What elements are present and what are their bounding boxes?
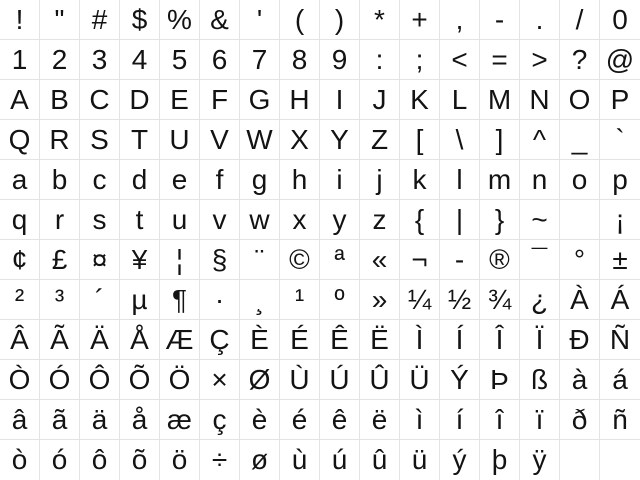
glyph-cell-empty xyxy=(560,440,600,480)
glyph-cell[interactable]: a xyxy=(0,160,40,200)
glyph-cell[interactable]: ( xyxy=(280,0,320,40)
glyph-cell[interactable]: Ý xyxy=(440,360,480,400)
glyph-cell[interactable]: 7 xyxy=(240,40,280,80)
glyph-cell[interactable]: n xyxy=(520,160,560,200)
glyph-cell[interactable]: Æ xyxy=(160,320,200,360)
glyph-cell[interactable]: d xyxy=(120,160,160,200)
glyph-cell[interactable]: Q xyxy=(0,120,40,160)
glyph-cell[interactable]: U xyxy=(160,120,200,160)
glyph-cell[interactable]: ð xyxy=(560,400,600,440)
glyph-cell[interactable]: ê xyxy=(320,400,360,440)
glyph-cell[interactable]: ½ xyxy=(440,280,480,320)
glyph-cell[interactable]: L xyxy=(440,80,480,120)
glyph-cell[interactable]: D xyxy=(120,80,160,120)
glyph-cell[interactable]: { xyxy=(400,200,440,240)
glyph-cell[interactable]: O xyxy=(560,80,600,120)
glyph-cell[interactable]: o xyxy=(560,160,600,200)
glyph-cell[interactable]: @ xyxy=(600,40,640,80)
glyph-cell[interactable]: ¬ xyxy=(400,240,440,280)
glyph-cell[interactable]: Y xyxy=(320,120,360,160)
glyph-cell[interactable]: Å xyxy=(120,320,160,360)
glyph-cell[interactable]: ¾ xyxy=(480,280,520,320)
glyph-cell[interactable]: ä xyxy=(80,400,120,440)
glyph-cell[interactable]: ú xyxy=(320,440,360,480)
glyph-cell[interactable]: É xyxy=(280,320,320,360)
glyph-cell[interactable]: Ñ xyxy=(600,320,640,360)
glyph-cell[interactable]: Ò xyxy=(0,360,40,400)
glyph-cell[interactable]: © xyxy=(280,240,320,280)
glyph-cell[interactable]: å xyxy=(120,400,160,440)
glyph-row xyxy=(0,120,640,160)
glyph-cell[interactable]: ¸ xyxy=(240,280,280,320)
glyph-cell[interactable]: ² xyxy=(0,280,40,320)
glyph-cell[interactable]: % xyxy=(160,0,200,40)
glyph-cell[interactable]: ` xyxy=(600,120,640,160)
glyph-cell[interactable]: E xyxy=(160,80,200,120)
glyph-cell[interactable]: Ê xyxy=(320,320,360,360)
glyph-row xyxy=(0,0,640,40)
glyph-cell[interactable]: ¨ xyxy=(240,240,280,280)
glyph-cell[interactable]: r xyxy=(40,200,80,240)
glyph-cell[interactable]: ë xyxy=(360,400,400,440)
glyph-cell[interactable]: P xyxy=(600,80,640,120)
glyph-cell[interactable]: ; xyxy=(400,40,440,80)
glyph-cell[interactable]: Ì xyxy=(400,320,440,360)
glyph-cell[interactable]: l xyxy=(440,160,480,200)
glyph-cell[interactable]: C xyxy=(80,80,120,120)
glyph-cell[interactable]: = xyxy=(480,40,520,80)
glyph-cell[interactable]: T xyxy=(120,120,160,160)
glyph-row xyxy=(0,440,640,480)
glyph-cell[interactable]: Ö xyxy=(160,360,200,400)
glyph-cell[interactable]: û xyxy=(360,440,400,480)
glyph-cell[interactable]: £ xyxy=(40,240,80,280)
glyph-cell[interactable]: B xyxy=(40,80,80,120)
glyph-cell[interactable]: c xyxy=(80,160,120,200)
glyph-cell[interactable]: ¹ xyxy=(280,280,320,320)
glyph-cell[interactable]: Ï xyxy=(520,320,560,360)
glyph-cell[interactable]: Ä xyxy=(80,320,120,360)
glyph-cell[interactable]: S xyxy=(80,120,120,160)
glyph-cell[interactable]: [ xyxy=(400,120,440,160)
glyph-cell[interactable]: p xyxy=(600,160,640,200)
glyph-cell[interactable]: } xyxy=(480,200,520,240)
glyph-cell[interactable]: Ë xyxy=(360,320,400,360)
glyph-cell[interactable]: ò xyxy=(0,440,40,480)
glyph-cell[interactable]: Î xyxy=(480,320,520,360)
glyph-cell[interactable]: ý xyxy=(440,440,480,480)
glyph-cell[interactable]: ¤ xyxy=(80,240,120,280)
glyph-cell[interactable]: · xyxy=(200,280,240,320)
glyph-cell[interactable]: I xyxy=(320,80,360,120)
glyph-cell[interactable]: » xyxy=(360,280,400,320)
glyph-cell[interactable]: F xyxy=(200,80,240,120)
glyph-row xyxy=(0,320,640,360)
glyph-cell[interactable]: / xyxy=(560,0,600,40)
glyph-cell[interactable]: i xyxy=(320,160,360,200)
glyph-cell[interactable]: Á xyxy=(600,280,640,320)
glyph-cell[interactable]: Ç xyxy=(200,320,240,360)
glyph-cell[interactable]: e xyxy=(160,160,200,200)
glyph-cell[interactable]: - xyxy=(480,0,520,40)
glyph-cell[interactable]: ¿ xyxy=(520,280,560,320)
glyph-cell[interactable]: + xyxy=(400,0,440,40)
glyph-cell[interactable]: ^ xyxy=(520,120,560,160)
glyph-cell[interactable]: 4 xyxy=(120,40,160,80)
glyph-cell[interactable]: é xyxy=(280,400,320,440)
glyph-cell[interactable]: h xyxy=(280,160,320,200)
glyph-cell[interactable]: H xyxy=(280,80,320,120)
glyph-cell[interactable]: 9 xyxy=(320,40,360,80)
glyph-row xyxy=(0,280,640,320)
glyph-cell[interactable]: µ xyxy=(120,280,160,320)
glyph-cell[interactable]: w xyxy=(240,200,280,240)
glyph-cell[interactable]: ! xyxy=(0,0,40,40)
glyph-cell[interactable]: Í xyxy=(440,320,480,360)
glyph-cell[interactable]: ) xyxy=(320,0,360,40)
glyph-cell[interactable]: W xyxy=(240,120,280,160)
glyph-cell[interactable]: ø xyxy=(240,440,280,480)
glyph-cell[interactable]: á xyxy=(600,360,640,400)
glyph-cell[interactable]: R xyxy=(40,120,80,160)
glyph-cell[interactable]: - xyxy=(440,240,480,280)
glyph-cell[interactable]: ³ xyxy=(40,280,80,320)
glyph-cell[interactable]: > xyxy=(520,40,560,80)
glyph-cell[interactable]: ï xyxy=(520,400,560,440)
glyph-cell[interactable]: f xyxy=(200,160,240,200)
glyph-cell[interactable]: ± xyxy=(600,240,640,280)
glyph-cell[interactable]: N xyxy=(520,80,560,120)
glyph-cell[interactable]: 1 xyxy=(0,40,40,80)
glyph-row xyxy=(0,40,640,80)
glyph-cell[interactable]: ] xyxy=(480,120,520,160)
glyph-cell[interactable]: b xyxy=(40,160,80,200)
glyph-cell[interactable]: X xyxy=(280,120,320,160)
glyph-cell[interactable]: u xyxy=(160,200,200,240)
glyph-cell[interactable]: ÿ xyxy=(520,440,560,480)
glyph-cell[interactable]: & xyxy=(200,0,240,40)
glyph-cell[interactable]: k xyxy=(400,160,440,200)
glyph-cell[interactable]: º xyxy=(320,280,360,320)
glyph-cell[interactable]: ç xyxy=(200,400,240,440)
glyph-cell[interactable]: Ù xyxy=(280,360,320,400)
glyph-cell[interactable]: ó xyxy=(40,440,80,480)
glyph-cell[interactable]: ô xyxy=(80,440,120,480)
glyph-cell[interactable]: x xyxy=(280,200,320,240)
glyph-cell[interactable]: s xyxy=(80,200,120,240)
glyph-cell[interactable]: Ü xyxy=(400,360,440,400)
glyph-cell[interactable]: « xyxy=(360,240,400,280)
glyph-cell[interactable]: t xyxy=(120,200,160,240)
glyph-cell[interactable]: Õ xyxy=(120,360,160,400)
glyph-cell[interactable]: § xyxy=(200,240,240,280)
glyph-cell[interactable]: q xyxy=(0,200,40,240)
glyph-cell[interactable]: , xyxy=(440,0,480,40)
glyph-cell[interactable]: 0 xyxy=(600,0,640,40)
glyph-cell[interactable]: z xyxy=(360,200,400,240)
glyph-cell[interactable]: K xyxy=(400,80,440,120)
glyph-row xyxy=(0,80,640,120)
glyph-row xyxy=(0,240,640,280)
glyph-cell[interactable]: . xyxy=(520,0,560,40)
glyph-cell[interactable]: Þ xyxy=(480,360,520,400)
glyph-cell[interactable]: 5 xyxy=(160,40,200,80)
glyph-cell[interactable]: ´ xyxy=(80,280,120,320)
glyph-cell[interactable]: Â xyxy=(0,320,40,360)
glyph-cell[interactable]: ª xyxy=(320,240,360,280)
glyph-cell[interactable]: M xyxy=(480,80,520,120)
glyph-cell[interactable]: â xyxy=(0,400,40,440)
glyph-cell[interactable]: \ xyxy=(440,120,480,160)
glyph-cell[interactable]: ÷ xyxy=(200,440,240,480)
glyph-cell[interactable]: ¥ xyxy=(120,240,160,280)
glyph-cell[interactable]: ¢ xyxy=(0,240,40,280)
glyph-cell[interactable]: ñ xyxy=(600,400,640,440)
glyph-cell[interactable]: ¦ xyxy=(160,240,200,280)
glyph-cell[interactable]: * xyxy=(360,0,400,40)
glyph-cell[interactable]: ¡ xyxy=(600,200,640,240)
glyph-row xyxy=(0,200,640,240)
glyph-cell[interactable]: Ú xyxy=(320,360,360,400)
glyph-cell-empty xyxy=(600,440,640,480)
glyph-cell[interactable]: è xyxy=(240,400,280,440)
glyph-cell[interactable]: " xyxy=(40,0,80,40)
glyph-row xyxy=(0,400,640,440)
glyph-cell[interactable]: õ xyxy=(120,440,160,480)
glyph-cell[interactable]: A xyxy=(0,80,40,120)
glyph-cell[interactable]: ° xyxy=(560,240,600,280)
glyph-cell[interactable]: 3 xyxy=(80,40,120,80)
glyph-cell[interactable]: ~ xyxy=(520,200,560,240)
glyph-row xyxy=(0,160,640,200)
glyph-cell[interactable]: ® xyxy=(480,240,520,280)
glyph-cell[interactable]: m xyxy=(480,160,520,200)
glyph-cell[interactable]: þ xyxy=(480,440,520,480)
glyph-cell[interactable]: v xyxy=(200,200,240,240)
glyph-cell[interactable]: Ø xyxy=(240,360,280,400)
glyph-cell[interactable]: ? xyxy=(560,40,600,80)
glyph-cell[interactable]: ö xyxy=(160,440,200,480)
glyph-cell[interactable]: ã xyxy=(40,400,80,440)
glyph-cell[interactable]: æ xyxy=(160,400,200,440)
glyph-cell[interactable]: < xyxy=(440,40,480,80)
glyph-cell[interactable]: È xyxy=(240,320,280,360)
glyph-cell[interactable]: y xyxy=(320,200,360,240)
glyph-cell[interactable]: G xyxy=(240,80,280,120)
glyph-cell[interactable]: j xyxy=(360,160,400,200)
glyph-cell[interactable]: ù xyxy=(280,440,320,480)
glyph-cell[interactable]: 8 xyxy=(280,40,320,80)
glyph-cell[interactable]: J xyxy=(360,80,400,120)
glyph-cell[interactable]: | xyxy=(440,200,480,240)
glyph-cell[interactable]: _ xyxy=(560,120,600,160)
glyph-cell[interactable]: g xyxy=(240,160,280,200)
glyph-cell[interactable]: Ð xyxy=(560,320,600,360)
glyph-cell-empty xyxy=(560,200,600,240)
glyph-cell[interactable]: î xyxy=(480,400,520,440)
glyph-cell[interactable]: ¼ xyxy=(400,280,440,320)
glyph-cell[interactable]: Ó xyxy=(40,360,80,400)
glyph-cell[interactable]: ü xyxy=(400,440,440,480)
glyph-cell[interactable]: ¶ xyxy=(160,280,200,320)
glyph-cell[interactable]: ß xyxy=(520,360,560,400)
glyph-cell[interactable]: Ô xyxy=(80,360,120,400)
glyph-cell[interactable]: : xyxy=(360,40,400,80)
glyph-row xyxy=(0,360,640,400)
glyph-cell[interactable]: $ xyxy=(120,0,160,40)
glyph-cell[interactable]: ' xyxy=(240,0,280,40)
glyph-cell[interactable]: à xyxy=(560,360,600,400)
glyph-cell[interactable]: × xyxy=(200,360,240,400)
glyph-cell[interactable]: 2 xyxy=(40,40,80,80)
glyph-cell[interactable]: Ã xyxy=(40,320,80,360)
glyph-cell[interactable]: 6 xyxy=(200,40,240,80)
glyph-cell[interactable]: V xyxy=(200,120,240,160)
glyph-cell[interactable]: Z xyxy=(360,120,400,160)
glyph-cell[interactable]: Û xyxy=(360,360,400,400)
glyph-cell[interactable]: À xyxy=(560,280,600,320)
glyph-cell[interactable]: # xyxy=(80,0,120,40)
glyph-cell[interactable]: í xyxy=(440,400,480,440)
glyph-cell[interactable]: ¯ xyxy=(520,240,560,280)
glyph-cell[interactable]: ì xyxy=(400,400,440,440)
